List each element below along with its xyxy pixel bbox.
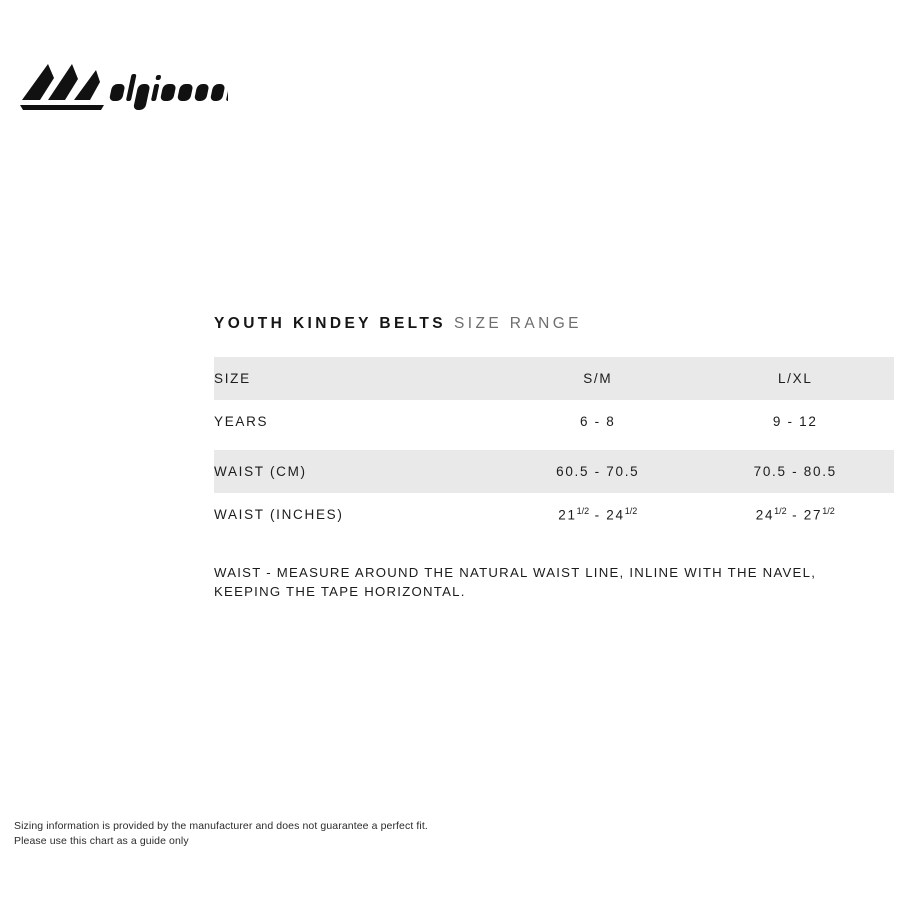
waist-inches-lxl-high-whole: 27 (803, 507, 823, 523)
row-spacer-cell (214, 443, 499, 450)
column-header-lxl: L/XL (697, 357, 895, 400)
table-header-row (214, 357, 894, 400)
waist-inches-lxl-value (697, 493, 895, 536)
years-sm-value: 6 - 8 (499, 400, 697, 443)
column-header-size: SIZE (214, 357, 499, 400)
row-spacer (214, 443, 894, 450)
waist-cm-sm-value: 60.5 - 70.5 (499, 450, 697, 493)
page-title-main: YOUTH KINDEY BELTS (214, 315, 447, 332)
page-title-sub: SIZE RANGE (454, 315, 582, 332)
waist-inches-sm-sep: - (589, 507, 607, 523)
table-row (214, 400, 894, 443)
row-spacer-cell (697, 443, 895, 450)
disclaimer-line-1: Sizing information is provided by the manufacturer and does not guarantee a perfect fit. (14, 820, 428, 832)
waist-inches-lxl-sep: - (786, 507, 804, 523)
waist-inches-sm-value (499, 493, 697, 536)
page-title (214, 315, 582, 333)
disclaimer-line-2: Please use this chart as a guide only (14, 834, 189, 847)
waist-inches-lxl-low-frac: 1/2 (774, 506, 787, 517)
waist-inches-lxl-high-frac: 1/2 (822, 506, 835, 517)
years-lxl-value: 9 - 12 (697, 400, 895, 443)
waist-inches-sm-low-frac: 1/2 (576, 506, 590, 517)
row-label-waist-inches: WAIST (INCHES) (214, 493, 499, 536)
waist-inches-sm-high-frac: 1/2 (624, 506, 638, 517)
row-label-waist-cm: WAIST (CM) (214, 450, 499, 493)
size-chart-table (214, 357, 894, 536)
alpinestars-logo (18, 58, 228, 118)
waist-cm-lxl-value: 70.5 - 80.5 (697, 450, 895, 493)
disclaimer (14, 819, 428, 848)
waist-inches-sm-low-whole: 21 (558, 507, 577, 523)
waist-inches-sm-high-whole: 24 (606, 507, 625, 523)
row-spacer-cell (499, 443, 697, 450)
table-row (214, 493, 894, 536)
column-header-sm: S/M (499, 357, 697, 400)
measurement-note: WAIST - MEASURE AROUND THE NATURAL WAIST LINE, INLINE WITH THE NAVEL, KEEPING THE TAPE HORIZONTAL. (214, 565, 817, 599)
table-row (214, 450, 894, 493)
waist-inches-lxl-low-whole: 24 (755, 507, 775, 523)
row-label-years: YEARS (214, 400, 499, 443)
